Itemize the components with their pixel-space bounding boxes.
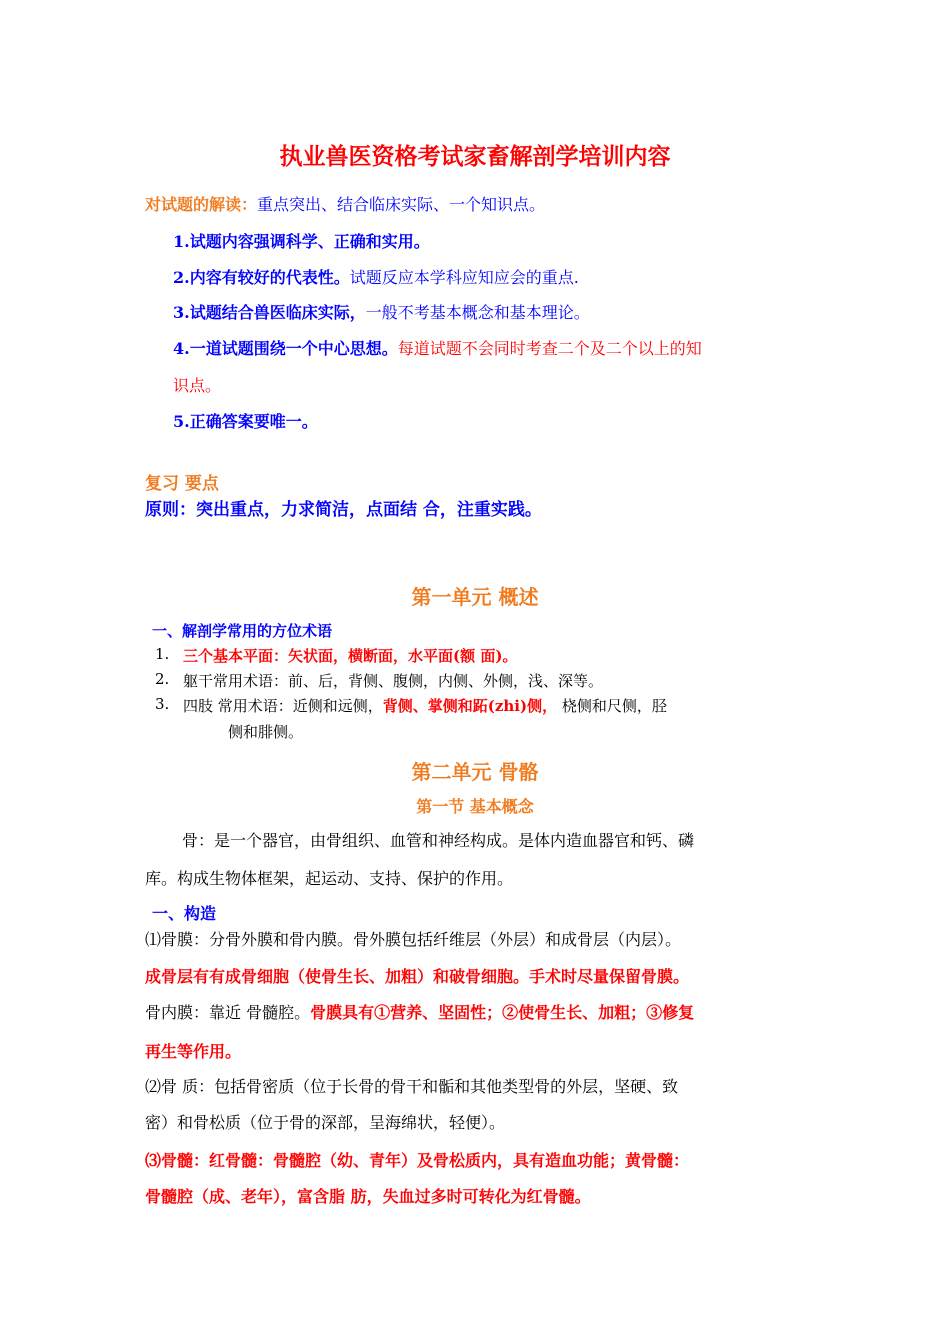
structure-line-3 xyxy=(145,1000,694,1023)
structure-line-5: ⑵骨 质：包括骨密质（位于长骨的骨干和骺和其他类型骨的外层，坚硬、致 xyxy=(145,1077,679,1096)
unit2-heading: 第二单元 骨骼 xyxy=(411,760,539,784)
structure-line-2: 成骨层有有成骨细胞（使骨生长、加粗）和破骨细胞。手术时尽量保留骨膜。 xyxy=(145,967,690,986)
page-title: 执业兽医资格考试家畜解剖学培训内容 xyxy=(279,144,671,170)
structure-line-8: 骨髓腔（成、老年），富含脂 肪，失血过多时可转化为红骨髓。 xyxy=(145,1187,591,1206)
interpretation-item-3 xyxy=(173,300,590,323)
unit1-heading: 第一单元 概述 xyxy=(411,585,539,609)
interpretation-item-4 xyxy=(173,336,702,359)
interpretation-item-1 xyxy=(173,229,430,252)
unit1-item-3-cont: 侧和腓侧。 xyxy=(228,723,304,741)
structure-line-3-b: 骨膜具有①营养、坚固性；②使骨生长、加粗；③修复 xyxy=(310,1003,695,1022)
structure-line-6: 密）和骨松质（位于骨的深部，呈海绵状，轻便）。 xyxy=(145,1113,506,1132)
structure-title: 一、构造 xyxy=(152,904,217,923)
item-3-part-c: 桡侧和尺侧，胫 xyxy=(557,697,667,715)
unit2-section: 第一节 基本概念 xyxy=(416,797,534,816)
unit1-item-1-num: 1. xyxy=(155,645,170,663)
unit1-item-2-num: 2. xyxy=(155,670,170,688)
structure-line-3-a: 骨内膜：靠近 骨髓腔。 xyxy=(145,1003,311,1022)
interpretation-colon: ： xyxy=(241,195,258,214)
unit1-item-3-num: 3. xyxy=(155,695,170,713)
item-bold: 2.内容有较好的代表性。 xyxy=(173,268,350,287)
item-3-part-a: 四肢 常用术语：近侧和远侧， xyxy=(183,697,383,715)
unit1-item-1: 三个基本平面：矢状面，横断面，水平面(额 面)。 xyxy=(183,647,518,665)
item-bold: 5.正确答案要唯一。 xyxy=(173,412,318,431)
unit1-item-3 xyxy=(183,695,667,716)
structure-line-7: ⑶骨髓：红骨髓：骨髓腔（幼、青年）及骨松质内，具有造血功能；黄骨髓： xyxy=(145,1151,690,1170)
item-bold: 4.一道试题围绕一个中心思想。 xyxy=(173,339,398,358)
item-bold: 1.试题内容强调科学、正确和实用。 xyxy=(173,232,430,251)
interpretation-item-2 xyxy=(173,265,579,288)
interpretation-item-5 xyxy=(173,409,318,432)
item-rest: 一般不考基本概念和基本理论。 xyxy=(365,303,590,322)
interpretation-item-4-cont: 识点。 xyxy=(173,376,222,395)
item-bold: 3.试题结合兽医临床实际， xyxy=(173,303,366,322)
bone-definition-line-1: 骨：是一个器官，由骨组织、血管和神经构成。是体内造血器官和钙、磷 xyxy=(182,831,695,850)
interpretation-label: 对试题的解读 xyxy=(145,195,242,214)
item-3-part-b: 背侧、掌侧和跖(zhi)侧， xyxy=(382,697,558,715)
item-rest: 试题反应本学科应知应会的重点. xyxy=(349,268,579,287)
unit1-item-2: 躯干常用术语：前、后，背侧、腹侧，内侧、外侧，浅、深等。 xyxy=(183,672,604,690)
review-principle: 原则：突出重点，力求简洁，点面结 合，注重实践。 xyxy=(145,500,542,520)
bone-definition-line-2: 库。构成生物体框架，起运动、支持、保护的作用。 xyxy=(145,869,514,888)
structure-line-1: ⑴骨膜：分骨外膜和骨内膜。骨外膜包括纤维层（外层）和成骨层（内层）。 xyxy=(145,930,682,949)
item-rest: 每道试题不会同时考查二个及二个以上的知 xyxy=(397,339,702,358)
unit1-section-title: 一、解剖学常用的方位术语 xyxy=(152,622,333,640)
review-heading: 复习 要点 xyxy=(145,474,219,494)
interpretation-text: 重点突出、结合临床实际、一个知识点。 xyxy=(257,195,546,214)
structure-line-4: 再生等作用。 xyxy=(145,1042,242,1061)
interpretation-line xyxy=(145,192,545,215)
